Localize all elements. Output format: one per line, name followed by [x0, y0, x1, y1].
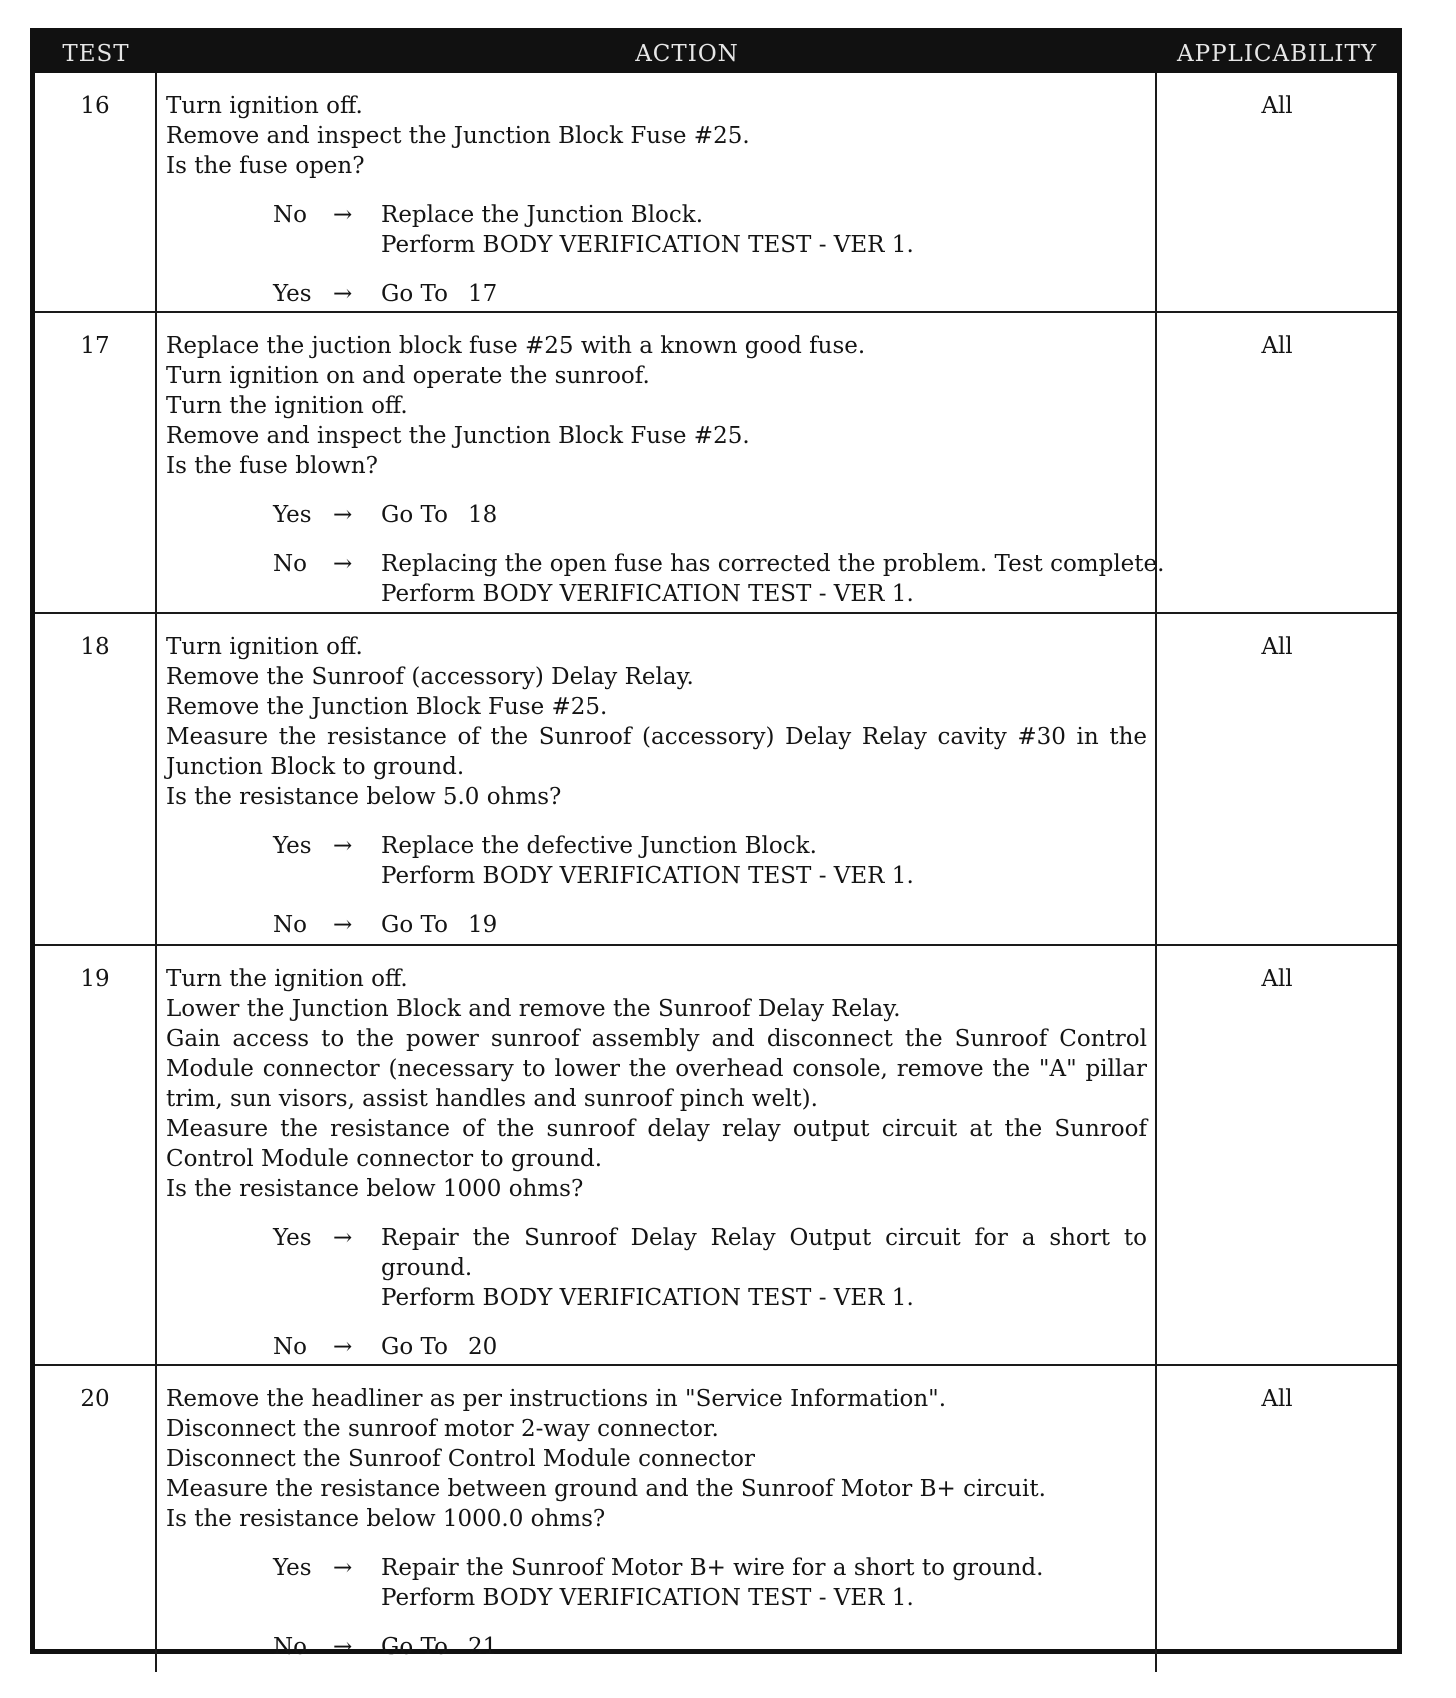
decision-branch — [273, 1223, 1147, 1313]
test-number: 17 — [35, 313, 157, 614]
goto-line — [381, 1632, 1147, 1662]
branch-result — [381, 1223, 1147, 1313]
action-step: Turn ignition off. — [166, 93, 363, 119]
goto-label: Go To — [381, 281, 448, 307]
branch-result — [381, 279, 1147, 309]
branch-answer: Yes — [273, 1555, 312, 1581]
action-cell — [157, 73, 1157, 313]
result-line: Perform BODY VERIFICATION TEST - VER 1. — [381, 232, 914, 258]
action-step: Is the fuse open? — [166, 153, 365, 179]
action-step: Turn ignition off. — [166, 634, 363, 660]
goto-label: Go To — [381, 1334, 448, 1360]
result-line: Perform BODY VERIFICATION TEST - VER 1. — [381, 863, 914, 889]
result-line: ground. — [381, 1255, 473, 1281]
branch-answer: No — [273, 1634, 307, 1660]
action-cell — [157, 313, 1165, 614]
result-line: Repair the Sunroof Motor B+ wire for a short to ground. — [381, 1555, 1044, 1581]
test-number: 19 — [35, 946, 157, 1366]
goto-test-number: 19 — [467, 912, 498, 938]
applicability-cell: All — [1157, 73, 1397, 313]
goto-test-number: 21 — [467, 1634, 498, 1660]
action-step: Disconnect the sunroof motor 2-way connector. — [166, 1416, 719, 1442]
decision-branch — [273, 831, 1147, 891]
result-line: Replace the defective Junction Block. — [381, 833, 817, 859]
applicability-cell: All — [1157, 614, 1397, 946]
action-step: Replace the juction block fuse #25 with a known good fuse. — [166, 333, 866, 359]
goto-test-number: 18 — [467, 502, 498, 528]
branch-answer: Yes — [273, 833, 312, 859]
branch-answer: No — [273, 1334, 307, 1360]
header-test: TEST — [35, 33, 157, 73]
arrow-right-icon: → — [333, 1634, 353, 1660]
applicability-cell: All — [1157, 946, 1397, 1366]
action-step: Remove and inspect the Junction Block Fuse #25. — [166, 423, 750, 449]
test-number: 18 — [35, 614, 157, 946]
decision-branch — [273, 500, 1147, 530]
branch-result — [381, 549, 1164, 609]
decision-branch — [273, 279, 1147, 309]
action-step: Turn the ignition off. — [166, 393, 408, 419]
action-step: Turn the ignition off. — [166, 966, 408, 992]
goto-line — [381, 279, 1147, 309]
arrow-right-icon: → — [333, 912, 353, 938]
action-step: Measure the resistance of the Sunroof (accessory) Delay Relay cavity #30 in the — [166, 724, 1147, 750]
decision-branch — [273, 910, 1147, 940]
action-step: Module connector (necessary to lower the overhead console, remove the "A" pillar — [166, 1056, 1147, 1082]
arrow-right-icon: → — [333, 502, 353, 528]
decision-branch — [273, 1332, 1147, 1362]
result-line: Perform BODY VERIFICATION TEST - VER 1. — [381, 581, 914, 607]
action-step: Disconnect the Sunroof Control Module connector — [166, 1446, 756, 1472]
branch-answer: No — [273, 551, 307, 577]
header-action: ACTION — [157, 33, 1157, 73]
arrow-right-icon: → — [333, 551, 353, 577]
action-step: Turn ignition on and operate the sunroof. — [166, 363, 650, 389]
action-step: Is the resistance below 5.0 ohms? — [166, 784, 562, 810]
decision-branch — [273, 549, 1165, 609]
branch-result — [381, 831, 1147, 891]
action-step: Remove and inspect the Junction Block Fuse #25. — [166, 123, 750, 149]
action-cell — [157, 946, 1157, 1366]
goto-line — [381, 1332, 1147, 1362]
applicability-cell: All — [1157, 313, 1397, 614]
test-number: 20 — [35, 1366, 157, 1672]
header-applicability: APPLICABILITY — [1157, 33, 1397, 73]
arrow-right-icon: → — [333, 1334, 353, 1360]
action-step: Junction Block to ground. — [166, 754, 465, 780]
action-step: Measure the resistance between ground and the Sunroof Motor B+ circuit. — [166, 1476, 1046, 1502]
goto-label: Go To — [381, 502, 448, 528]
branch-answer: Yes — [273, 502, 312, 528]
action-step: Is the resistance below 1000 ohms? — [166, 1176, 584, 1202]
action-cell — [157, 1366, 1157, 1672]
arrow-right-icon: → — [333, 1225, 353, 1251]
action-step: Measure the resistance of the sunroof delay relay output circuit at the Sunroof — [166, 1116, 1147, 1142]
result-line: Perform BODY VERIFICATION TEST - VER 1. — [381, 1585, 914, 1611]
result-line: Repair the Sunroof Delay Relay Output circuit for a short to — [381, 1225, 1147, 1251]
arrow-right-icon: → — [333, 1555, 353, 1581]
action-step: Control Module connector to ground. — [166, 1146, 603, 1172]
diagnostic-test-table — [30, 28, 1402, 1660]
arrow-right-icon: → — [333, 833, 353, 859]
branch-result — [381, 500, 1147, 530]
decision-branch — [273, 200, 1147, 260]
action-step: trim, sun visors, assist handles and sunroof pinch welt). — [166, 1086, 818, 1112]
branch-answer: No — [273, 202, 307, 228]
action-step: Remove the Junction Block Fuse #25. — [166, 694, 608, 720]
action-step: Remove the headliner as per instructions in "Service Information". — [166, 1386, 947, 1412]
action-step: Is the fuse blown? — [166, 453, 378, 479]
decision-branch — [273, 1632, 1147, 1662]
goto-test-number: 20 — [467, 1334, 498, 1360]
branch-result — [381, 1632, 1147, 1662]
branch-answer: Yes — [273, 1225, 312, 1251]
action-step: Remove the Sunroof (accessory) Delay Relay. — [166, 664, 694, 690]
decision-branch — [273, 1553, 1147, 1613]
test-number: 16 — [35, 73, 157, 313]
action-cell — [157, 614, 1157, 946]
applicability-cell: All — [1261, 1386, 1293, 1412]
table-grid — [35, 33, 1397, 1660]
result-line: Replace the Junction Block. — [381, 202, 704, 228]
branch-answer: Yes — [273, 281, 312, 307]
result-line: Perform BODY VERIFICATION TEST - VER 1. — [381, 1285, 914, 1311]
branch-result — [381, 200, 1147, 260]
action-step: Gain access to the power sunroof assembly and disconnect the Sunroof Control — [166, 1026, 1147, 1052]
branch-result — [381, 1332, 1147, 1362]
goto-test-number: 17 — [467, 281, 498, 307]
action-step: Lower the Junction Block and remove the Sunroof Delay Relay. — [166, 996, 901, 1022]
goto-label: Go To — [381, 1634, 448, 1660]
action-step: Is the resistance below 1000.0 ohms? — [166, 1506, 606, 1532]
goto-label: Go To — [381, 912, 448, 938]
result-line: Replacing the open fuse has corrected the problem. Test complete. — [381, 551, 1165, 577]
goto-line — [381, 500, 1147, 530]
goto-line — [381, 910, 1147, 940]
arrow-right-icon: → — [333, 281, 353, 307]
branch-answer: No — [273, 912, 307, 938]
branch-result — [381, 1553, 1147, 1613]
branch-result — [381, 910, 1147, 940]
arrow-right-icon: → — [333, 202, 353, 228]
